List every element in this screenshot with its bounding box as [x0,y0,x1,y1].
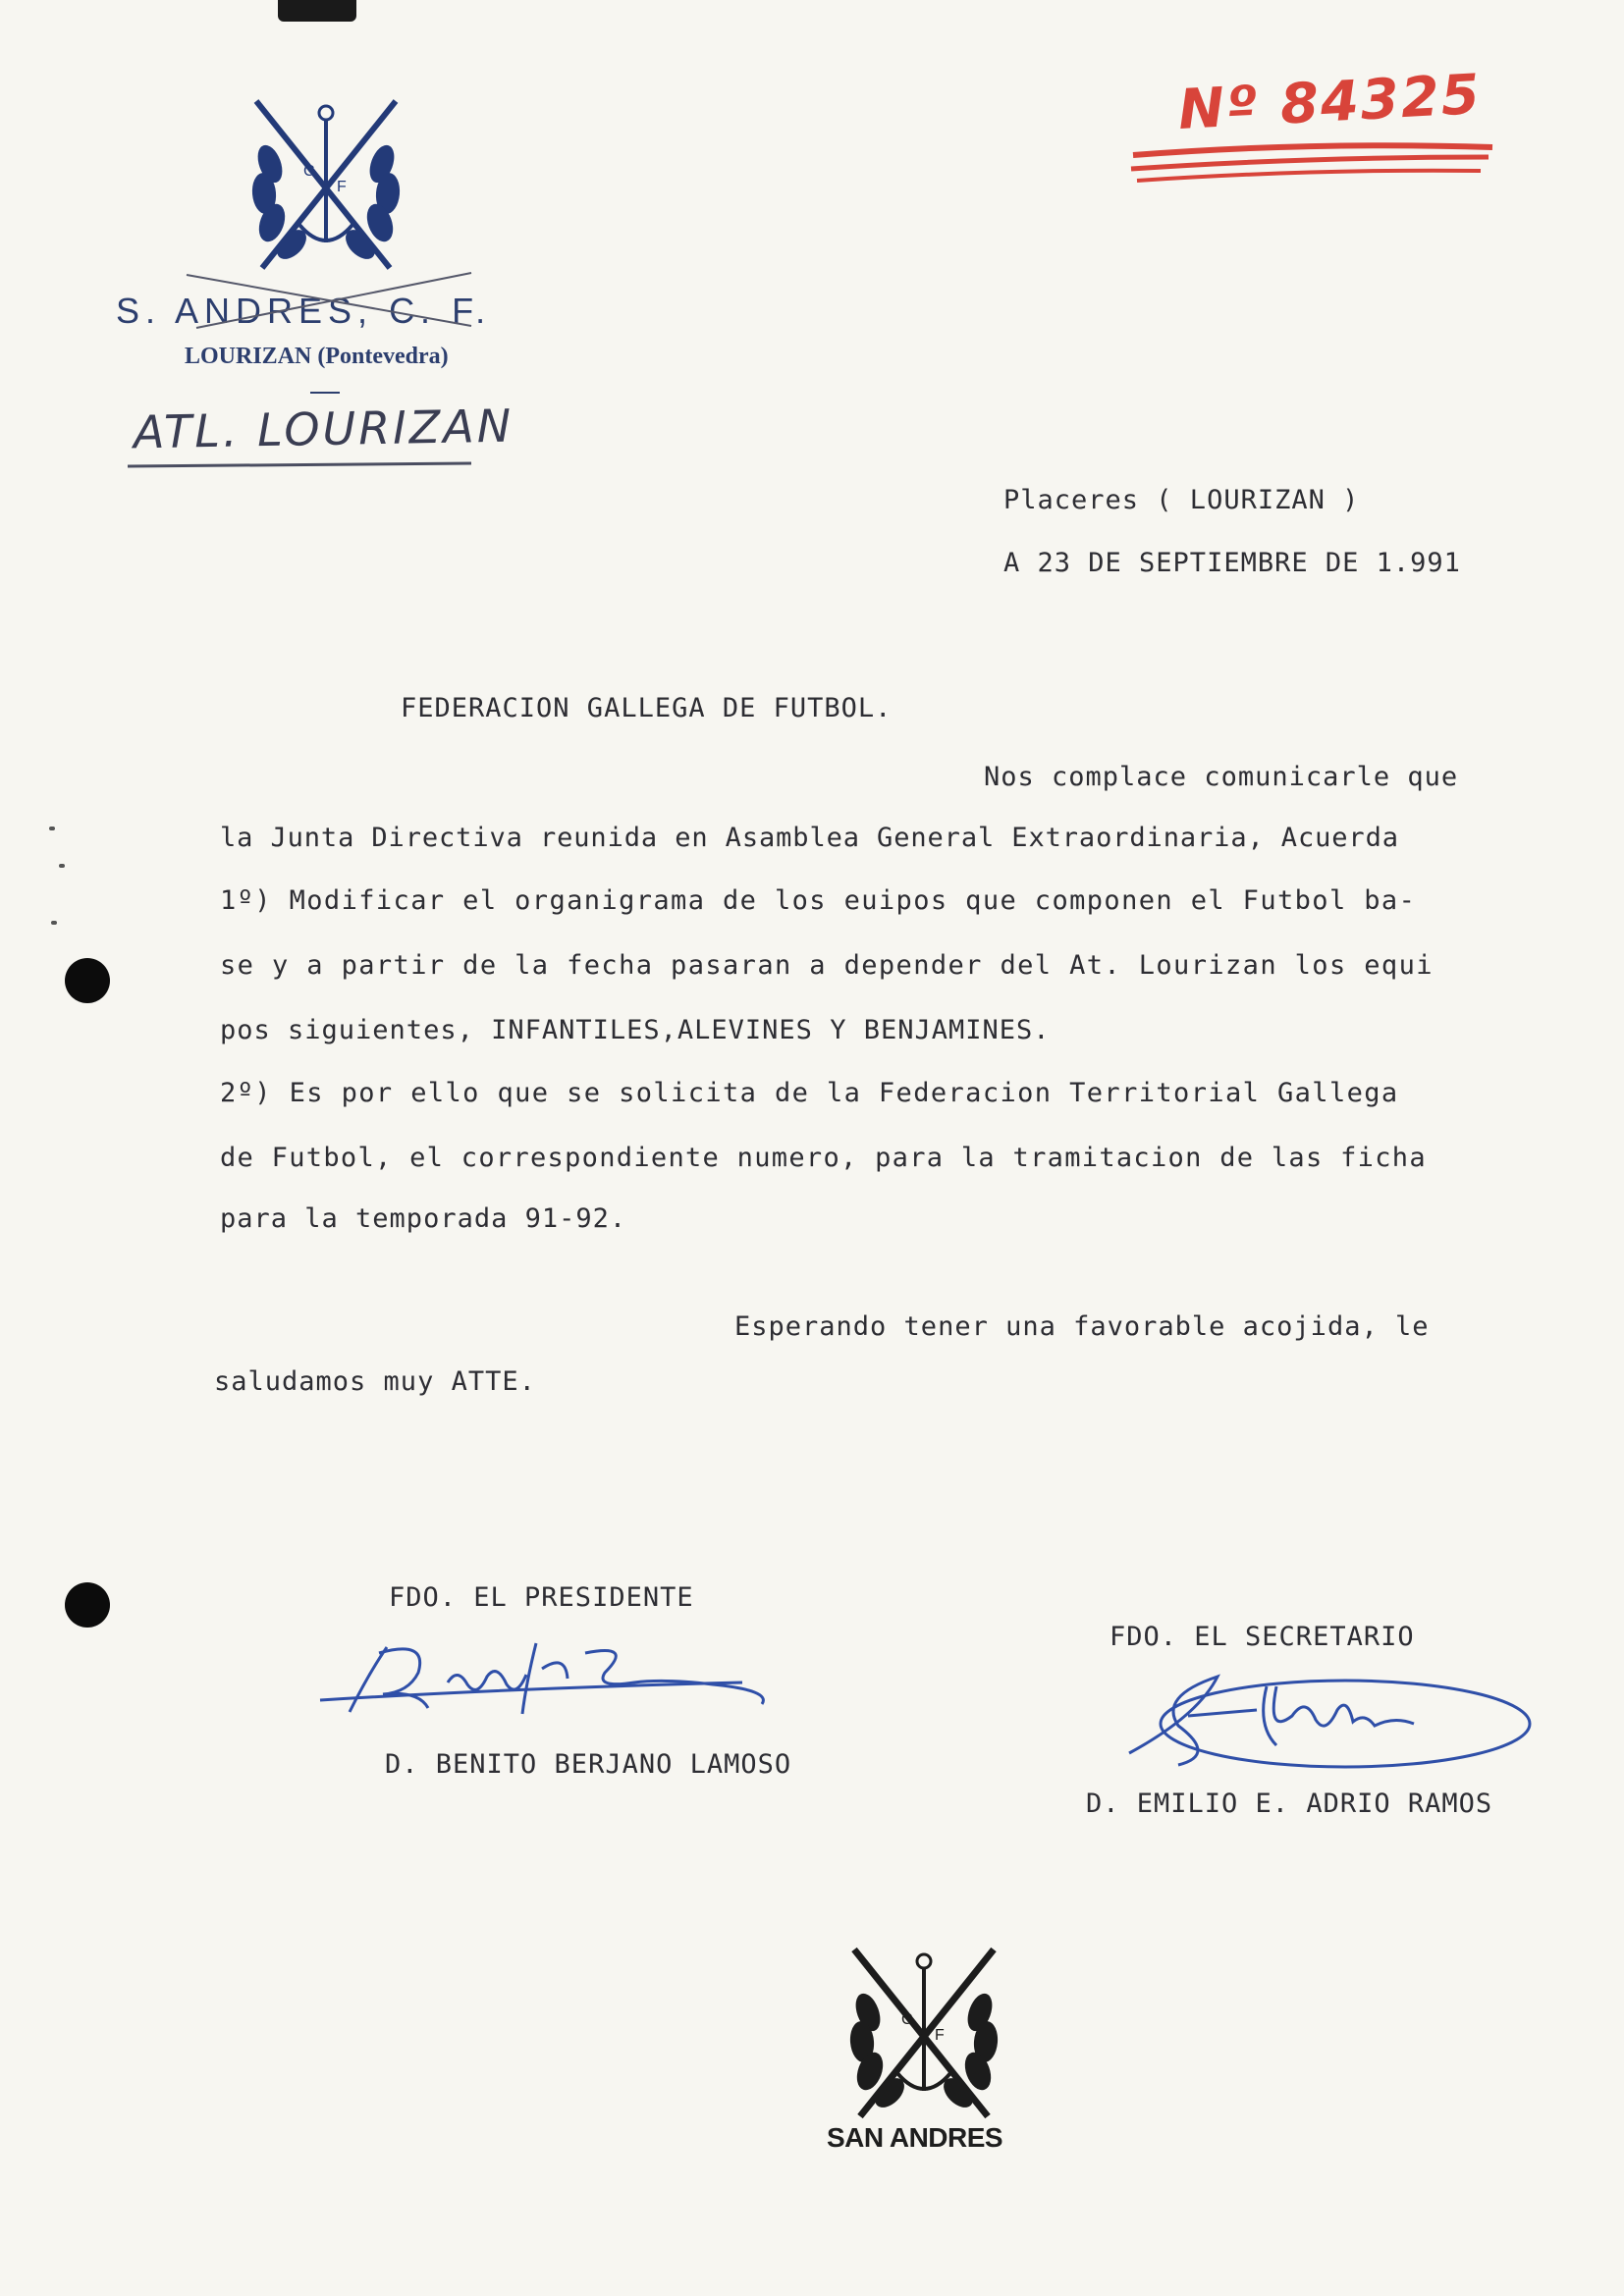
president-name: D. BENITO BERJANO LAMOSO [385,1749,792,1780]
handwritten-club-name: ATL. LOURIZAN [133,399,514,459]
closing-line: Esperando tener una favorable acojida, le [734,1311,1430,1342]
paper-speck [51,921,57,925]
binder-tab [278,0,356,22]
date-line: A 23 DE SEPTIEMBRE DE 1.991 [1003,548,1461,578]
letterhead-divider [310,392,340,394]
footer-crest-letter-f: F [935,2027,945,2044]
red-underline-mark [1127,133,1500,192]
body-line: de Futbol, el correspondiente numero, para la tramitacion de las ficha [220,1143,1427,1173]
secretary-role: FDO. EL SECRETARIO [1110,1622,1415,1652]
body-line: Nos complace comunicarle que [984,762,1459,792]
crest-letter-f: F [337,179,347,195]
letterhead-location: LOURIZAN (Pontevedra) [185,344,449,369]
handwritten-underline [128,461,471,467]
punch-hole-bottom [65,1582,110,1628]
president-role: FDO. EL PRESIDENTE [389,1582,694,1613]
recipient-line: FEDERACION GALLEGA DE FUTBOL. [401,693,893,723]
footer-crest-letter-c: C [901,2011,913,2028]
president-signature [310,1633,782,1732]
paper-speck [59,864,65,868]
footer-club-name: SAN ANDRES [827,2122,1003,2153]
handwritten-registry-number: Nº 84325 [1176,62,1484,143]
closing-line: saludamos muy ATTE. [214,1366,536,1397]
secretary-signature [1119,1657,1532,1785]
name-strikethrough-mark [177,265,491,334]
crest-letter-c: C [303,163,315,180]
body-line: 2º) Es por ello que se solicita de la Federacion Territorial Gallega [220,1078,1399,1108]
body-line: se y a partir de la fecha pasaran a depender del At. Lourizan los equi [220,950,1434,981]
letterhead-club-name: S. ANDRES, C. F. [116,291,492,331]
place-line: Placeres ( LOURIZAN ) [1003,485,1360,515]
punch-hole-top [65,958,110,1003]
body-line: la Junta Directiva reunida en Asamblea General Extraordinaria, Acuerda [220,823,1399,853]
body-line: para la temporada 91-92. [220,1203,627,1234]
club-crest-icon [243,95,409,272]
footer-crest-icon [840,1944,1007,2120]
secretary-name: D. EMILIO E. ADRIO RAMOS [1086,1789,1493,1819]
body-line: pos siguientes, INFANTILES,ALEVINES Y BENJAMINES. [220,1015,1051,1045]
paper-speck [49,827,55,830]
body-line: 1º) Modificar el organigrama de los euipos que componen el Futbol ba- [220,885,1417,916]
